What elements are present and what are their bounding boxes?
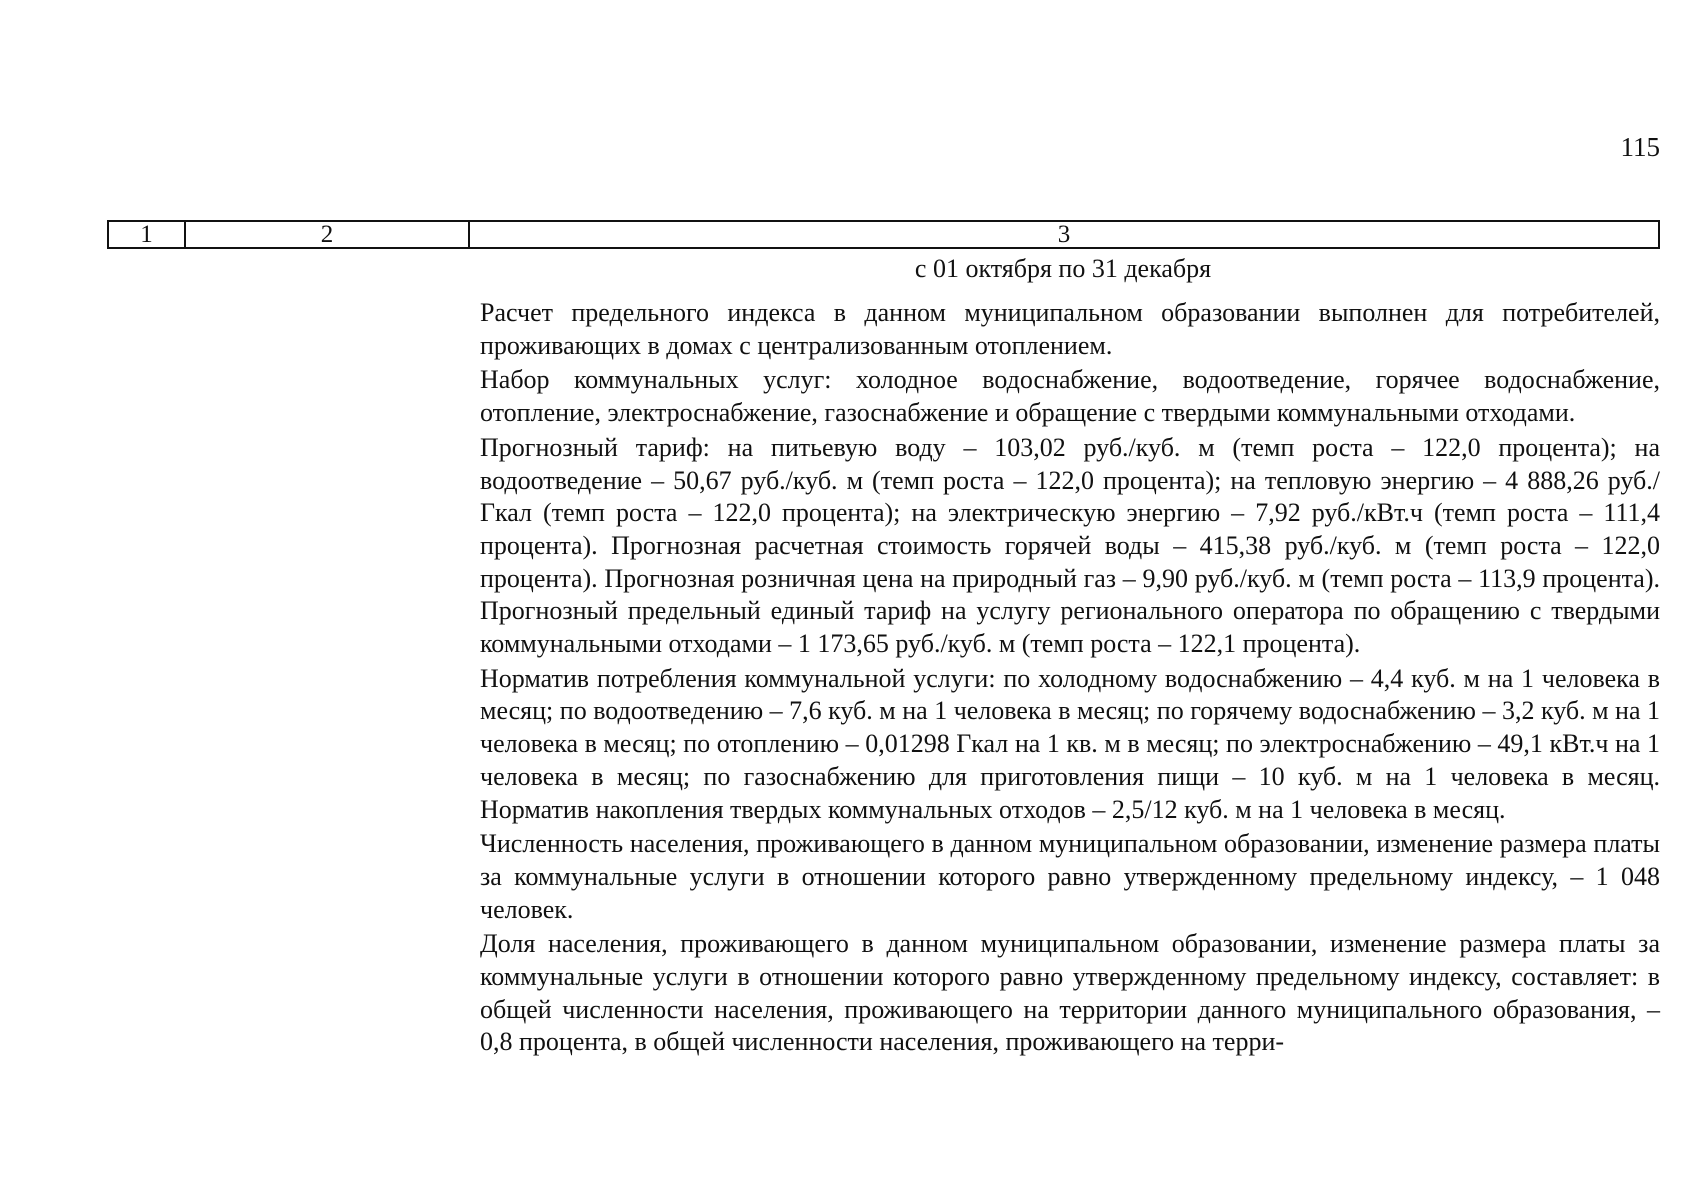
document-body [480,297,1660,1061]
paragraph-population: Численность населения, проживающего в данном муниципальном образовании, изменение размера платы за коммунальные услуги в отношении которого равно утвержденному предельному индексу, – 1 048 человек. [480,829,1660,924]
paragraph-share: Доля населения, проживающего в данном муниципальном образовании, изменение размера платы за коммунальные услуги в отношении которого равно утвержденному предельному индексу, составляет: в общей численности населения, проживающего на территории данного муниципального образования, – 0,8 процента, в общей численности населения, проживающего на терри- [480,929,1660,1057]
column-1-header: 1 [109,222,186,247]
paragraph-tariffs: Прогнозный тариф: на питьевую воду – 103,02 руб./куб. м (темп роста – 122,0 процента); на водоотведение – 50,67 руб./куб. м (темп роста – 122,0 процента); на тепловую энергию – 4 888,26 руб./Гкал (темп роста – 122,0 процента); на электрическую энергию – 7,92 руб./кВт.ч (темп роста – 111,4 процента). Прогнозная расчетная стоимость горячей воды – 415,38 руб./куб. м (темп роста – 122,0 процента). Прогнозная розничная цена на природный газ – 9,90 руб./куб. м (темп роста – 113,9 процента). Прогнозный предельный единый тариф на услугу регионального оператора по обращению с твердыми коммунальными отходами – 1 173,65 руб./куб. м (темп роста – 122,1 процента). [480,432,1660,659]
column-2-header: 2 [186,222,470,247]
paragraph-scope: Расчет предельного индекса в данном муниципальном образовании выполнен для потребителей, проживающих в домах с централизованным отоплением. [480,298,1660,360]
table-header-row [107,220,1660,249]
page-number: 115 [1620,132,1660,162]
column-3-header: 3 [1057,221,1071,248]
paragraph-norms: Норматив потребления коммунальной услуги: по холодному водоснабжению – 4,4 куб. м на 1 человека в месяц; по водоотведению – 7,6 куб. м на 1 человека в месяц; по горячему водоснабжению – 3,2 куб. м на 1 человека в месяц; по отоплению – 0,01298 Гкал на 1 кв. м в месяц; по электроснабжению – 49,1 кВт.ч на 1 человека в месяц; по газоснабжению для приготовления пищи – 10 куб. м на 1 человека в месяц. Норматив накопления твердых коммунальных отходов – 2,5/12 куб. м на 1 человека в месяц. [480,663,1661,824]
paragraph-services: Набор коммунальных услуг: холодное водоснабжение, водоотведение, горячее водоснабжение, отопление, электроснабжение, газоснабжение и обращение с твердыми коммунальными отходами. [480,365,1660,428]
period-heading: с 01 октября по 31 декабря [914,254,1212,283]
